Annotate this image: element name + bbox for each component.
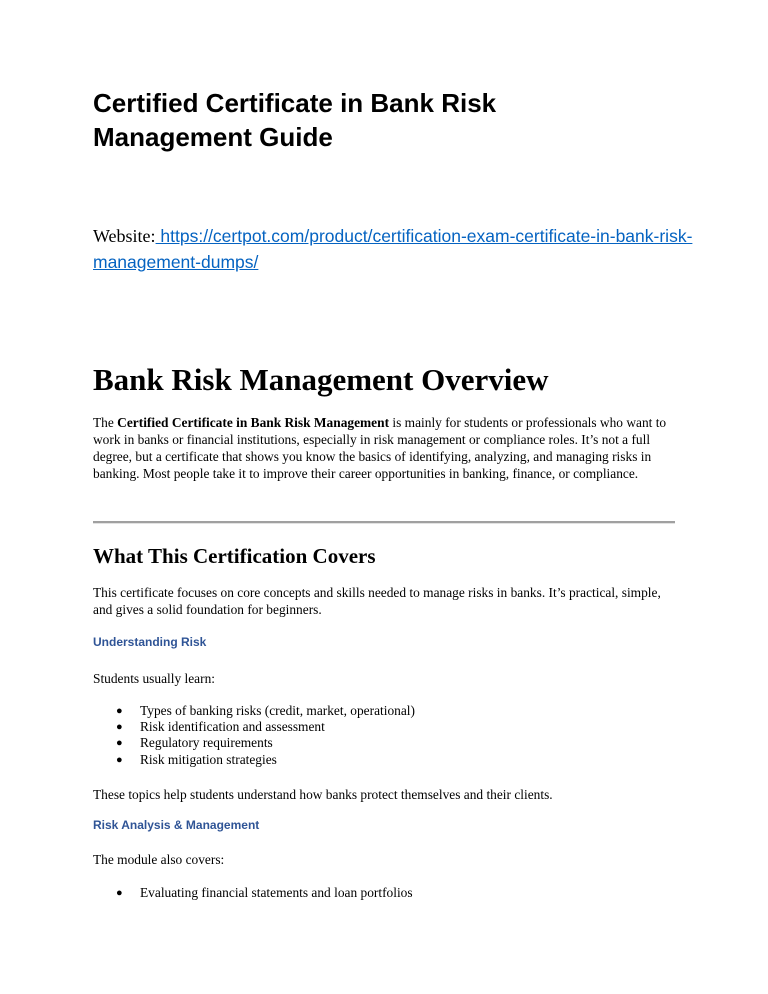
list-item-text: Types of banking risks (credit, market, operational) [140, 703, 415, 718]
bullet-icon: ● [116, 721, 123, 734]
overview-rest: is mainly for students or professionals who want to work in banks or financial institutions, especially in risk management or compliance roles. It’s not a full degree, but a certificate that shows you know the basics of identifying, analyzing, and managing risks in banking. Most people take it to improve their career opportunities in banking, finance, or compliance. [93, 415, 667, 481]
bullet-icon: ● [116, 887, 123, 899]
understanding-risk-subheading: Understanding Risk [93, 635, 207, 649]
overview-heading: Bank Risk Management Overview [93, 362, 549, 397]
list-item-text: Risk mitigation strategies [140, 751, 277, 767]
list-item [93, 885, 413, 901]
list-item-text: Evaluating financial statements and loan portfolios [140, 885, 413, 900]
bullet-icon: ● [116, 753, 123, 766]
understanding-list [93, 703, 415, 768]
list-item [93, 752, 415, 768]
website-link[interactable]: https://certpot.com/product/certification-exam-certificate-in-bank-risk-management-dumps/ [93, 226, 693, 272]
understanding-closing: These topics help students understand how banks protect themselves and their clients. [93, 787, 553, 802]
list-item [93, 703, 415, 719]
risk-analysis-subheading: Risk Analysis & Management [93, 818, 260, 832]
list-item [93, 719, 415, 735]
covers-intro: This certificate focuses on core concepts and skills needed to manage risks in banks. It’s practical, simple, and gives a solid foundation for beginners. [93, 585, 661, 617]
analysis-lead: The module also covers: [93, 852, 225, 867]
document-title: Certified Certificate in Bank Risk Management Guide [93, 88, 497, 152]
overview-paragraph [93, 414, 683, 482]
covers-heading: What This Certification Covers [93, 544, 376, 568]
overview-prefix: The [93, 415, 118, 430]
horizontal-divider [93, 521, 675, 524]
list-item-text: Regulatory requirements [140, 735, 273, 751]
website-label: Website: [93, 226, 156, 246]
bullet-icon: ● [116, 705, 123, 717]
bullet-icon: ● [116, 737, 123, 750]
analysis-list [93, 885, 413, 901]
list-item [93, 735, 415, 751]
overview-bold-term: Certified Certificate in Bank Risk Management [117, 415, 390, 430]
list-item-text: Risk identification and assessment [140, 719, 325, 735]
website-line [93, 223, 693, 275]
understanding-lead: Students usually learn: [93, 671, 215, 686]
